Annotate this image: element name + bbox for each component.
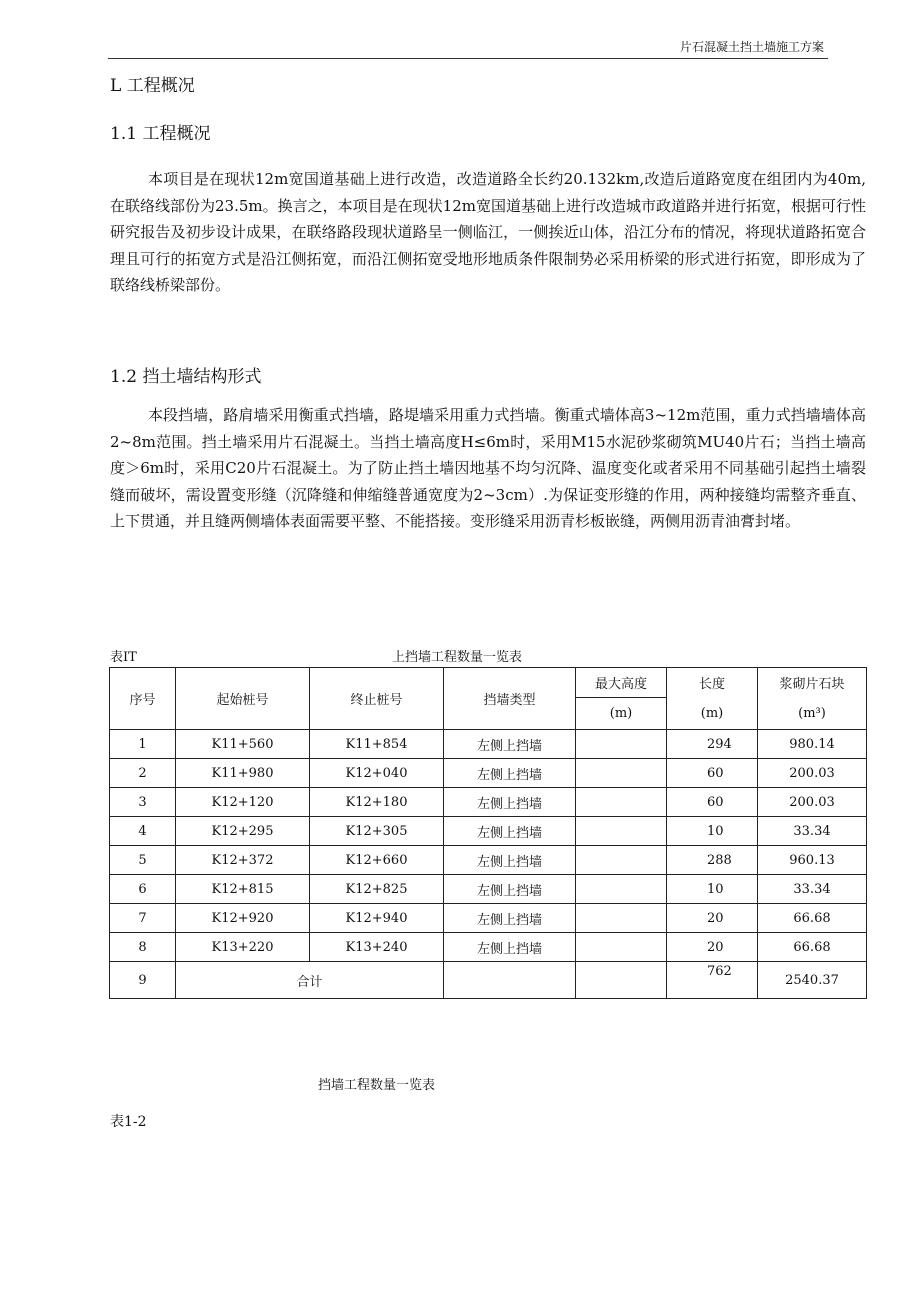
cell-type: 左侧上挡墙 bbox=[444, 933, 576, 962]
cell-type: 左侧上挡墙 bbox=[444, 788, 576, 817]
section-1-1-paragraph: 本项目是在现状12m宽国道基础上进行改造，改造道路全长约20.132km,改造后道路宽度在组团内为40m,在联络线部份为23.5m。换言之，本项目是在现状12m宽国道基础上进行改造城市政道路并进行拓宽，根据可行性研究报告及初步设计成果，在联络路段现状道路呈一侧临江，一侧挨近山体，沿江分布的情况，将现状道路拓宽合理且可行的拓宽方式是沿江侧拓宽，而沿江侧拓宽受地形地质条件限制势必采用桥梁的形式进行拓宽，即形成为了联络线桥梁部份。 bbox=[110, 170, 866, 294]
cell-end: K13+240 bbox=[310, 933, 444, 962]
table-row bbox=[110, 759, 867, 788]
section-1-heading: L 工程概况 bbox=[110, 76, 195, 96]
cell-length: 20 bbox=[667, 904, 758, 933]
cell-start: K11+980 bbox=[176, 759, 310, 788]
cell-length: 294 bbox=[667, 730, 758, 759]
table2-label: 表1-2 bbox=[110, 1114, 147, 1130]
header-max-height: 最大高度 bbox=[576, 668, 667, 698]
total-volume: 2540.37 bbox=[758, 962, 867, 999]
cell-end: K12+040 bbox=[310, 759, 444, 788]
cell-end: K11+854 bbox=[310, 730, 444, 759]
total-empty-height bbox=[576, 962, 667, 999]
cell-max-height bbox=[576, 759, 667, 788]
total-empty-type bbox=[444, 962, 576, 999]
cell-type: 左侧上挡墙 bbox=[444, 817, 576, 846]
table-row bbox=[110, 817, 867, 846]
cell-end: K12+660 bbox=[310, 846, 444, 875]
table-row bbox=[110, 933, 867, 962]
cell-volume: 66.68 bbox=[758, 933, 867, 962]
cell-start: K12+815 bbox=[176, 875, 310, 904]
cell-seq: 8 bbox=[110, 933, 176, 962]
table1-caption: 上挡墙工程数量一览表 bbox=[392, 650, 523, 665]
retaining-wall-quantity-table bbox=[109, 667, 867, 999]
cell-max-height bbox=[576, 904, 667, 933]
table-header-row bbox=[110, 668, 867, 698]
header-length-unit: (m) bbox=[667, 698, 758, 730]
table1-label: 表IT bbox=[110, 650, 137, 665]
cell-end: K12+825 bbox=[310, 875, 444, 904]
table-total-row bbox=[110, 962, 867, 999]
table-row bbox=[110, 875, 867, 904]
cell-seq: 1 bbox=[110, 730, 176, 759]
section-1-1-heading: 1.1 工程概况 bbox=[110, 124, 211, 144]
cell-seq: 6 bbox=[110, 875, 176, 904]
cell-max-height bbox=[576, 933, 667, 962]
cell-type: 左侧上挡墙 bbox=[444, 846, 576, 875]
cell-length: 60 bbox=[667, 759, 758, 788]
cell-seq: 2 bbox=[110, 759, 176, 788]
cell-start: K13+220 bbox=[176, 933, 310, 962]
header-seq: 序号 bbox=[110, 668, 176, 730]
cell-type: 左侧上挡墙 bbox=[444, 759, 576, 788]
header-title: 片石混凝土挡土墙施工方案 bbox=[679, 40, 824, 54]
cell-start: K12+120 bbox=[176, 788, 310, 817]
cell-length: 20 bbox=[667, 933, 758, 962]
cell-length: 60 bbox=[667, 788, 758, 817]
cell-end: K12+180 bbox=[310, 788, 444, 817]
table-row bbox=[110, 846, 867, 875]
total-seq: 9 bbox=[110, 962, 176, 999]
cell-start: K11+560 bbox=[176, 730, 310, 759]
header-max-height-unit: (m) bbox=[576, 698, 667, 730]
cell-length: 288 bbox=[667, 846, 758, 875]
cell-seq: 7 bbox=[110, 904, 176, 933]
total-length: 762 bbox=[667, 962, 758, 999]
cell-max-height bbox=[576, 875, 667, 904]
header-type: 挡墙类型 bbox=[444, 668, 576, 730]
header-volume-unit: (m³) bbox=[758, 698, 867, 730]
cell-volume: 33.34 bbox=[758, 817, 867, 846]
table-row bbox=[110, 788, 867, 817]
cell-type: 左侧上挡墙 bbox=[444, 904, 576, 933]
cell-volume: 66.68 bbox=[758, 904, 867, 933]
cell-max-height bbox=[576, 730, 667, 759]
cell-start: K12+920 bbox=[176, 904, 310, 933]
header-end: 终止桩号 bbox=[310, 668, 444, 730]
cell-seq: 5 bbox=[110, 846, 176, 875]
header-start: 起始桩号 bbox=[176, 668, 310, 730]
header-volume: 浆砌片石块 bbox=[758, 668, 867, 698]
page-header bbox=[108, 34, 828, 59]
cell-start: K12+295 bbox=[176, 817, 310, 846]
table2-caption: 挡墙工程数量一览表 bbox=[318, 1078, 436, 1093]
cell-end: K12+940 bbox=[310, 904, 444, 933]
table-row bbox=[110, 730, 867, 759]
cell-max-height bbox=[576, 846, 667, 875]
cell-type: 左侧上挡墙 bbox=[444, 875, 576, 904]
cell-type: 左侧上挡墙 bbox=[444, 730, 576, 759]
cell-length: 10 bbox=[667, 817, 758, 846]
table-row bbox=[110, 904, 867, 933]
section-1-2-paragraph: 本段挡墙，路肩墙采用衡重式挡墙，路堤墙采用重力式挡墙。衡重式墙体高3~12m范围，重力式挡墙墙体高2~8m范围。挡土墙采用片石混凝土。当挡土墙高度H≤6m时，采用M15水泥砂浆砌筑MU40片石；当挡土墙高度＞6m时，采用C20片石混凝土。为了防止挡土墙因地基不均匀沉降、温度变化或者采用不同基础引起挡土墙裂缝而破坏，需设置变形缝（沉降缝和伸缩缝普通宽度为2~3cm）.为保证变形缝的作用，两种接缝均需整齐垂直、上下贯通，并且缝两侧墙体表面需要平整、不能搭接。变形缝采用沥青杉板嵌缝，两侧用沥青油膏封堵。 bbox=[110, 406, 866, 530]
cell-volume: 200.03 bbox=[758, 759, 867, 788]
cell-volume: 980.14 bbox=[758, 730, 867, 759]
cell-volume: 33.34 bbox=[758, 875, 867, 904]
cell-seq: 3 bbox=[110, 788, 176, 817]
cell-length: 10 bbox=[667, 875, 758, 904]
cell-volume: 960.13 bbox=[758, 846, 867, 875]
cell-max-height bbox=[576, 817, 667, 846]
header-length: 长度 bbox=[667, 668, 758, 698]
cell-end: K12+305 bbox=[310, 817, 444, 846]
total-label: 合计 bbox=[176, 962, 444, 999]
section-1-2-heading: 1.2 挡土墙结构形式 bbox=[110, 367, 262, 387]
cell-seq: 4 bbox=[110, 817, 176, 846]
cell-max-height bbox=[576, 788, 667, 817]
cell-volume: 200.03 bbox=[758, 788, 867, 817]
cell-start: K12+372 bbox=[176, 846, 310, 875]
